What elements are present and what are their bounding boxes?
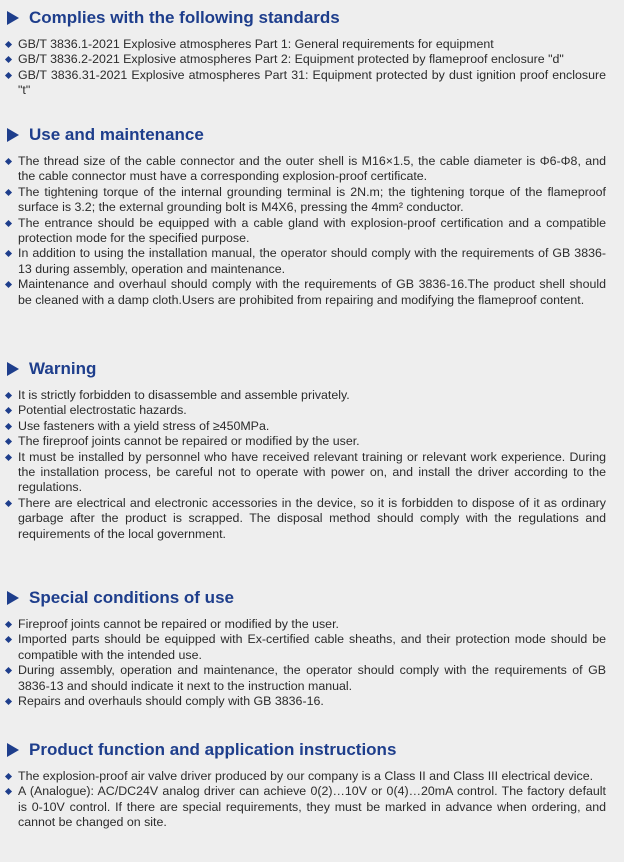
diamond-bullet-icon bbox=[5, 636, 12, 643]
list-item: GB/T 3836.1-2021 Explosive atmospheres Part 1: General requirements for equipment bbox=[0, 37, 624, 52]
list-item: The thread size of the cable connector and the outer shell is M16×1.5, the cable diameter is Φ6-Φ8, and the cable connector must have a corresponding explosion-proof certificate. bbox=[0, 154, 624, 185]
item-list bbox=[0, 617, 624, 709]
diamond-bullet-icon bbox=[5, 621, 12, 628]
triangle-bullet-icon bbox=[7, 362, 19, 376]
list-item: During assembly, operation and maintenance, the operator should comply with the requirements of GB 3836-13 and should indicate it next to the instruction manual. bbox=[0, 663, 624, 694]
list-item: Imported parts should be equipped with Ex-certified cable sheaths, and their protection mode should be compatible with the intended use. bbox=[0, 632, 624, 663]
diamond-bullet-icon bbox=[5, 158, 12, 165]
diamond-bullet-icon bbox=[5, 189, 12, 196]
section-warning bbox=[0, 358, 624, 542]
diamond-bullet-icon bbox=[5, 41, 12, 48]
list-item: A (Analogue): AC/DC24V analog driver can achieve 0(2)…10V or 0(4)…20mA control. The factory default is 0-10V control. If there are special requirements, they must be marked in advance when ordering, and cannot be changed on site. bbox=[0, 784, 624, 830]
list-item: The tightening torque of the internal grounding terminal is 2N.m; the tightening torque of the flameproof surface is 3.2; the external grounding bolt is M4X6, pressing the 4mm² conductor. bbox=[0, 185, 624, 216]
section-title: Complies with the following standards bbox=[29, 8, 340, 27]
section-standards bbox=[0, 7, 624, 99]
item-list bbox=[0, 154, 624, 308]
section-heading bbox=[0, 124, 624, 146]
triangle-bullet-icon bbox=[7, 11, 19, 25]
list-item: Use fasteners with a yield stress of ≥450MPa. bbox=[0, 419, 624, 434]
list-item: In addition to using the installation manual, the operator should comply with the requirements of GB 3836-13 during assembly, operation and maintenance. bbox=[0, 246, 624, 277]
list-item: There are electrical and electronic accessories in the device, so it is forbidden to dispose of it as ordinary garbage after the product is scrapped. The disposal method should comply with the regulations and requirements of the local government. bbox=[0, 496, 624, 542]
section-heading bbox=[0, 587, 624, 609]
diamond-bullet-icon bbox=[5, 698, 12, 705]
list-item: It must be installed by personnel who have received relevant training or relevant work experience. During the installation process, be careful not to operate with power on, and install the driver according to the regulations. bbox=[0, 450, 624, 496]
diamond-bullet-icon bbox=[5, 454, 12, 461]
diamond-bullet-icon bbox=[5, 407, 12, 414]
diamond-bullet-icon bbox=[5, 500, 12, 507]
diamond-bullet-icon bbox=[5, 423, 12, 430]
section-heading bbox=[0, 7, 624, 29]
list-item: Fireproof joints cannot be repaired or modified by the user. bbox=[0, 617, 624, 632]
diamond-bullet-icon bbox=[5, 438, 12, 445]
section-title: Warning bbox=[29, 359, 97, 378]
diamond-bullet-icon bbox=[5, 281, 12, 288]
section-special-conditions bbox=[0, 587, 624, 709]
list-item: GB/T 3836.2-2021 Explosive atmospheres Part 2: Equipment protected by flameproof enclosure "d" bbox=[0, 52, 624, 67]
section-use-maintenance bbox=[0, 124, 624, 308]
diamond-bullet-icon bbox=[5, 788, 12, 795]
list-item: It is strictly forbidden to disassemble and assemble privately. bbox=[0, 388, 624, 403]
list-item: The explosion-proof air valve driver produced by our company is a Class II and Class III electrical device. bbox=[0, 769, 624, 784]
diamond-bullet-icon bbox=[5, 667, 12, 674]
list-item: GB/T 3836.31-2021 Explosive atmospheres Part 31: Equipment protected by dust ignition proof enclosure "t" bbox=[0, 68, 624, 99]
item-list bbox=[0, 388, 624, 542]
triangle-bullet-icon bbox=[7, 128, 19, 142]
list-item: The fireproof joints cannot be repaired or modified by the user. bbox=[0, 434, 624, 449]
list-item: Repairs and overhauls should comply with GB 3836-16. bbox=[0, 694, 624, 709]
section-title: Product function and application instructions bbox=[29, 740, 397, 759]
triangle-bullet-icon bbox=[7, 743, 19, 757]
diamond-bullet-icon bbox=[5, 392, 12, 399]
list-item: The entrance should be equipped with a cable gland with explosion-proof certification and a compatible protection mode for the specified purpose. bbox=[0, 216, 624, 247]
section-title: Special conditions of use bbox=[29, 588, 234, 607]
list-item: Maintenance and overhaul should comply with the requirements of GB 3836-16.The product shell should be cleaned with a damp cloth.Users are prohibited from repairing and modifying the flameproof content. bbox=[0, 277, 624, 308]
diamond-bullet-icon bbox=[5, 220, 12, 227]
section-product-function bbox=[0, 739, 624, 831]
item-list bbox=[0, 37, 624, 99]
diamond-bullet-icon bbox=[5, 56, 12, 63]
section-title: Use and maintenance bbox=[29, 125, 204, 144]
section-heading bbox=[0, 358, 624, 380]
diamond-bullet-icon bbox=[5, 72, 12, 79]
item-list bbox=[0, 769, 624, 831]
section-heading bbox=[0, 739, 624, 761]
diamond-bullet-icon bbox=[5, 250, 12, 257]
triangle-bullet-icon bbox=[7, 591, 19, 605]
list-item: Potential electrostatic hazards. bbox=[0, 403, 624, 418]
diamond-bullet-icon bbox=[5, 773, 12, 780]
